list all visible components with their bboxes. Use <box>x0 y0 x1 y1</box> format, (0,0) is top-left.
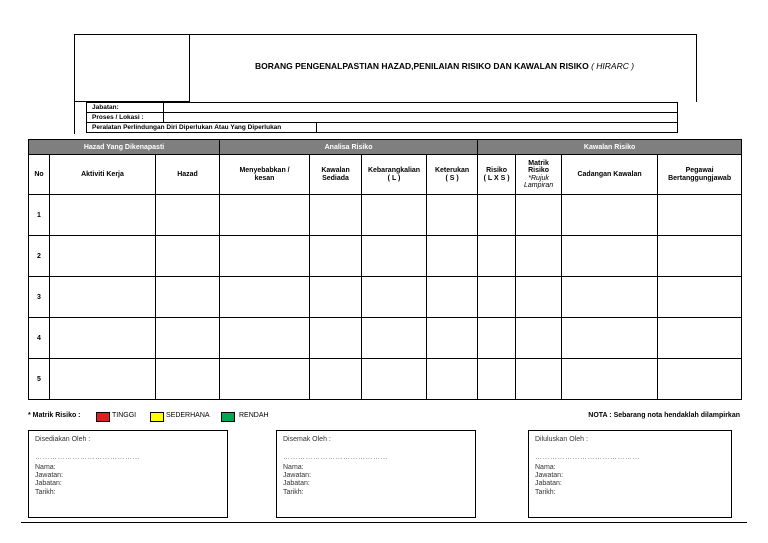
col-risiko-line1: Risiko <box>486 166 508 174</box>
cell-cadangan[interactable] <box>562 195 658 236</box>
field-tarikh: Tarikh: <box>535 488 556 496</box>
cell-kesan[interactable] <box>220 318 310 359</box>
col-keterukan <box>427 155 478 195</box>
row-number: 3 <box>29 277 50 318</box>
cell-hazad[interactable] <box>156 277 220 318</box>
cell-aktiviti[interactable] <box>50 195 156 236</box>
cell-aktiviti[interactable] <box>50 277 156 318</box>
page-title <box>255 61 634 71</box>
col-matrik-line3: *Rujuk <box>528 174 549 182</box>
cell-l[interactable] <box>362 277 427 318</box>
signature-box-prepared[interactable] <box>28 430 228 518</box>
cell-kesan[interactable] <box>220 359 310 400</box>
cell-risiko[interactable] <box>478 236 516 277</box>
cell-kawalan[interactable] <box>310 195 362 236</box>
cell-kawalan[interactable] <box>310 359 362 400</box>
field-jawatan: Jawatan: <box>535 472 564 480</box>
cell-l[interactable] <box>362 195 427 236</box>
col-kawalan <box>310 155 362 195</box>
signature-line: …………………………………… <box>35 454 140 461</box>
cell-kawalan[interactable] <box>310 236 362 277</box>
cell-s[interactable] <box>427 359 478 400</box>
table-row <box>29 318 742 359</box>
row-number: 2 <box>29 236 50 277</box>
cell-l[interactable] <box>362 318 427 359</box>
signature-box-approved[interactable] <box>528 430 732 518</box>
cell-pegawai[interactable] <box>658 318 742 359</box>
cell-s[interactable] <box>427 277 478 318</box>
cell-aktiviti[interactable] <box>50 236 156 277</box>
group-control: Kawalan Risiko <box>478 140 742 155</box>
row-number: 4 <box>29 318 50 359</box>
field-tarikh: Tarikh: <box>283 488 304 496</box>
cell-cadangan[interactable] <box>562 277 658 318</box>
field-nama: Nama: <box>35 464 56 471</box>
col-pegawai-line2: Bertanggungjawab <box>668 174 732 182</box>
col-no: No <box>29 155 50 195</box>
cell-risiko[interactable] <box>478 195 516 236</box>
cell-l[interactable] <box>362 359 427 400</box>
legend-medium-label: SEDERHANA <box>166 412 210 419</box>
col-kawalan-line2: Sediada <box>322 174 349 182</box>
cell-kawalan[interactable] <box>310 277 362 318</box>
signature-fields <box>283 464 311 497</box>
cell-risiko[interactable] <box>478 359 516 400</box>
field-nama: Nama: <box>535 464 556 471</box>
col-cadangan: Cadangan Kawalan <box>562 155 658 195</box>
col-menyebabkan <box>220 155 310 195</box>
field-nama: Nama: <box>283 464 304 471</box>
col-matrik-line2: Risiko <box>528 167 550 174</box>
cell-hazad[interactable] <box>156 236 220 277</box>
row-number: 5 <box>29 359 50 400</box>
cell-cadangan[interactable] <box>562 236 658 277</box>
field-jabatan: Jabatan: <box>535 480 562 488</box>
cell-matrik[interactable] <box>516 318 562 359</box>
col-aktiviti: Aktiviti Kerja <box>50 155 156 195</box>
col-pegawai-line1: Pegawai <box>685 166 714 174</box>
cell-aktiviti[interactable] <box>50 359 156 400</box>
col-matrik <box>516 155 562 195</box>
cell-cadangan[interactable] <box>562 318 658 359</box>
info-row-ppe <box>86 122 678 133</box>
title-box <box>189 34 697 102</box>
col-kebarangkalian-line1: Kebarangkalian <box>367 166 421 174</box>
legend-label: * Matrik Risiko : <box>28 412 81 419</box>
title-text: BORANG PENGENALPASTIAN HAZAD,PENILAIAN RISIKO DAN KAWALAN RISIKO <box>255 61 592 71</box>
col-risiko-line2: ( L X S ) <box>483 174 510 182</box>
col-kawalan-line1: Kawalan <box>321 166 350 174</box>
cell-hazad[interactable] <box>156 195 220 236</box>
signature-fields <box>35 464 63 497</box>
legend-high-label: TINGGI <box>112 412 137 419</box>
legend-high-swatch <box>96 412 110 422</box>
cell-kesan[interactable] <box>220 277 310 318</box>
signature-line: …………………………………… <box>283 454 388 461</box>
cell-risiko[interactable] <box>478 277 516 318</box>
info-block <box>86 102 678 134</box>
cell-cadangan[interactable] <box>562 359 658 400</box>
cell-kesan[interactable] <box>220 236 310 277</box>
cell-kesan[interactable] <box>220 195 310 236</box>
cell-matrik[interactable] <box>516 277 562 318</box>
cell-pegawai[interactable] <box>658 277 742 318</box>
cell-matrik[interactable] <box>516 236 562 277</box>
ppe-label: Peralatan Perlindungan Diri Diperlukan Atau Yang Diperlukan <box>92 124 282 131</box>
cell-matrik[interactable] <box>516 359 562 400</box>
col-keterukan-line2: ( S ) <box>445 174 459 182</box>
cell-aktiviti[interactable] <box>50 318 156 359</box>
title-code: ( HIRARC ) <box>591 61 635 71</box>
cell-pegawai[interactable] <box>658 195 742 236</box>
col-kebarangkalian-line2: ( L ) <box>387 174 401 182</box>
col-matrik-line1: Matrik <box>528 159 549 167</box>
cell-kawalan[interactable] <box>310 318 362 359</box>
col-matrik-line4: Lampiran <box>523 182 554 189</box>
group-hazard: Hazad Yang Dikenapasti <box>29 140 220 155</box>
bottom-rule <box>21 522 747 523</box>
signature-fields <box>535 464 563 497</box>
legend-medium-swatch <box>150 412 164 422</box>
legend-low-label: RENDAH <box>239 412 269 419</box>
field-jawatan: Jawatan: <box>283 472 312 480</box>
group-analysis: Analisa Risiko <box>220 140 478 155</box>
row-number: 1 <box>29 195 50 236</box>
field-jabatan: Jabatan: <box>35 480 62 488</box>
cell-matrik[interactable] <box>516 195 562 236</box>
field-tarikh: Tarikh: <box>35 488 56 496</box>
table-row <box>29 277 742 318</box>
field-jawatan: Jawatan: <box>35 472 64 480</box>
col-menyebabkan-line1: Menyebabkan / <box>239 166 290 174</box>
col-kebarangkalian <box>362 155 427 195</box>
col-keterukan-line1: Keterukan <box>434 166 470 174</box>
cell-s[interactable] <box>427 236 478 277</box>
note-text: NOTA : Sebarang nota hendaklah dilampirkan <box>588 412 740 419</box>
cell-pegawai[interactable] <box>658 359 742 400</box>
signature-label: Disemak Oleh : <box>283 436 331 443</box>
table-row <box>29 359 742 400</box>
jabatan-label: Jabatan: <box>92 104 119 111</box>
cell-s[interactable] <box>427 318 478 359</box>
col-pegawai <box>658 155 742 195</box>
cell-hazad[interactable] <box>156 318 220 359</box>
legend-low-swatch <box>221 412 235 422</box>
header-left-line <box>74 34 75 134</box>
cell-risiko[interactable] <box>478 318 516 359</box>
proses-label: Proses / Lokasi : <box>92 114 144 121</box>
table-row <box>29 236 742 277</box>
cell-hazad[interactable] <box>156 359 220 400</box>
signature-label: Diluluskan Oleh : <box>535 436 588 443</box>
table-row <box>29 195 742 236</box>
col-risiko <box>478 155 516 195</box>
signature-label: Disediakan Oleh : <box>35 436 91 443</box>
risk-legend <box>28 410 388 424</box>
cell-s[interactable] <box>427 195 478 236</box>
cell-l[interactable] <box>362 236 427 277</box>
cell-pegawai[interactable] <box>658 236 742 277</box>
hirarc-table <box>28 139 742 400</box>
signature-line: …………………………………… <box>535 454 640 461</box>
field-jabatan: Jabatan: <box>283 480 310 488</box>
logo-box <box>74 34 190 102</box>
col-hazad: Hazad <box>156 155 220 195</box>
col-menyebabkan-line2: kesan <box>254 174 275 182</box>
signature-box-reviewed[interactable] <box>276 430 476 518</box>
